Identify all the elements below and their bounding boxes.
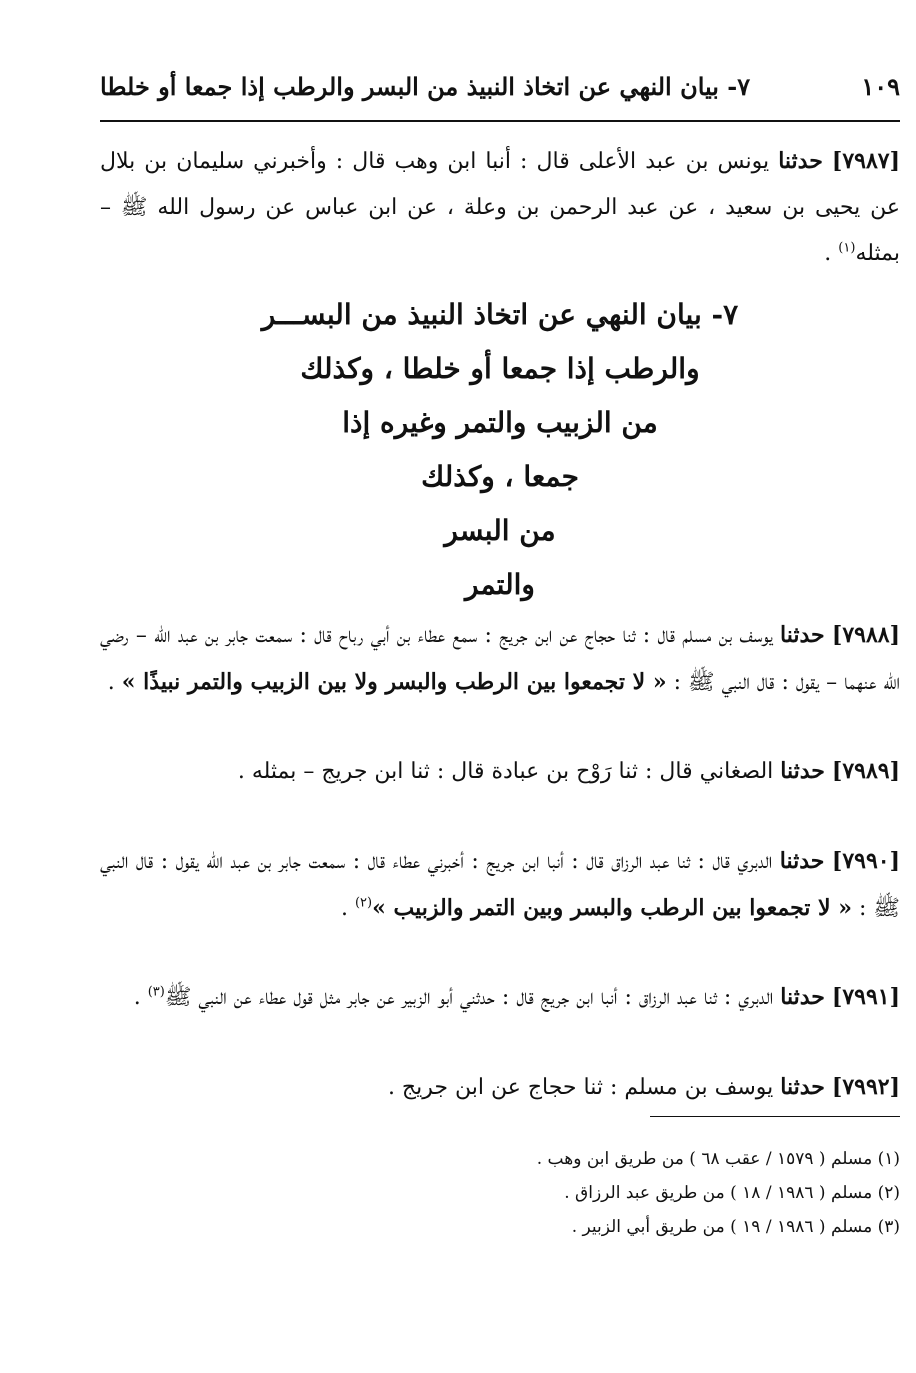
hadith-text: الصغاني قال : ثنا رَوْح بن عبادة قال : ثنا ابن جريج – بمثله .: [237, 759, 781, 784]
hadith-7991: [100, 974, 900, 1021]
chapter-title-line: جمعا ، وكذلك: [421, 460, 579, 493]
header-divider: [100, 120, 900, 122]
footnote-ref: (١): [838, 240, 856, 256]
hadith-7987: [100, 138, 900, 277]
footnote: (٢) مسلم ( ١٩٨٦ / ١٨ ) من طريق عبد الرزاق .: [564, 1183, 900, 1203]
hadith-end: .: [824, 241, 839, 266]
hadith-number: [٧٩٩١]: [831, 984, 900, 1010]
hadith-keyword: حدثنا: [778, 148, 823, 174]
hadith-text: يوسف بن مسلم : ثنا حجاج عن ابن جريج .: [387, 1075, 781, 1100]
hadith-end: .: [133, 985, 148, 1010]
footnote: (٣) مسلم ( ١٩٨٦ / ١٩ ) من طريق أبي الزبير .: [571, 1217, 900, 1237]
prophetic-quote: « لا تجمعوا بين الرطب والبسر ولا بين الزبيب والتمر نبيذًا »: [121, 669, 667, 695]
hadith-end: .: [340, 896, 355, 921]
chapter-title-line: من البسر: [444, 514, 556, 547]
hadith-7990: [100, 838, 900, 932]
chapter-title-line: من الزبيب والتمر وغيره إذا: [342, 406, 658, 439]
footnote: (١) مسلم ( ١٥٧٩ / عقب ٦٨ ) من طريق ابن وهب .: [536, 1149, 900, 1169]
hadith-7989: [100, 748, 900, 795]
hadith-7992: [100, 1064, 900, 1111]
hadith-7988: [100, 612, 900, 706]
hadith-keyword: حدثنا: [780, 622, 825, 648]
hadith-text: يوسف بن مسلم قال : ثنا حجاج عن ابن جريج : سمع عطاء بن أبي رباح قال : سمعت جابر بن عبد الله – رضي الله عنهما – يقول : قال النبي ﷺ :: [100, 623, 900, 695]
chapter-title: [100, 288, 900, 612]
page-number: ١٠٩: [861, 71, 900, 101]
hadith-end: .: [107, 670, 122, 695]
chapter-title-line: ٧- بيان النهي عن اتخاذ النبيذ من البســـر: [261, 298, 739, 331]
hadith-text: الدبري قال : ثنا عبد الرزاق قال : أنبا ابن جريج : أخبرني عطاء قال : سمعت جابر بن عبد الله يقول : قال النبي ﷺ :: [100, 849, 900, 921]
hadith-number: [٧٩٩٠]: [831, 848, 900, 874]
chapter-title-line: والتمر: [465, 568, 535, 601]
footnote-divider: [650, 1116, 900, 1117]
hadith-text: يونس بن عبد الأعلى قال : أنبا ابن وهب قال : وأخبرني سليمان بن بلال عن يحيى بن سعيد ، عن عبد الرحمن بن وعلة ، عن ابن عباس عن رسول الله ﷺ – بمثله: [100, 149, 900, 266]
hadith-number: [٧٩٨٨]: [831, 622, 900, 648]
hadith-text: الدبري : ثنا عبد الرزاق : أنبا ابن جريج قال : حدثني أبو الزبير عن جابر مثل قول عطاء عن النبي ﷺ: [164, 985, 781, 1010]
hadith-keyword: حدثنا: [779, 848, 825, 874]
running-header: [100, 64, 900, 108]
hadith-number: [٧٩٨٧]: [831, 148, 900, 174]
hadith-keyword: حدثنا: [780, 984, 825, 1010]
chapter-title-line: والرطب إذا جمعا أو خلطا ، وكذلك: [300, 352, 700, 385]
footnote-ref: (٢): [354, 895, 373, 911]
footnote-ref: (٣): [147, 984, 165, 1000]
hadith-keyword: حدثنا: [780, 758, 825, 784]
hadith-number: [٧٩٨٩]: [831, 758, 900, 784]
prophetic-quote: « لا تجمعوا بين الرطب والبسر وبين التمر والزبيب »: [372, 895, 853, 921]
hadith-number: [٧٩٩٢]: [831, 1074, 900, 1100]
hadith-keyword: حدثنا: [780, 1074, 825, 1100]
running-title: ٧- بيان النهي عن اتخاذ النبيذ من البسر والرطب إذا جمعا أو خلطا: [100, 71, 751, 101]
footnotes: [100, 1142, 900, 1244]
